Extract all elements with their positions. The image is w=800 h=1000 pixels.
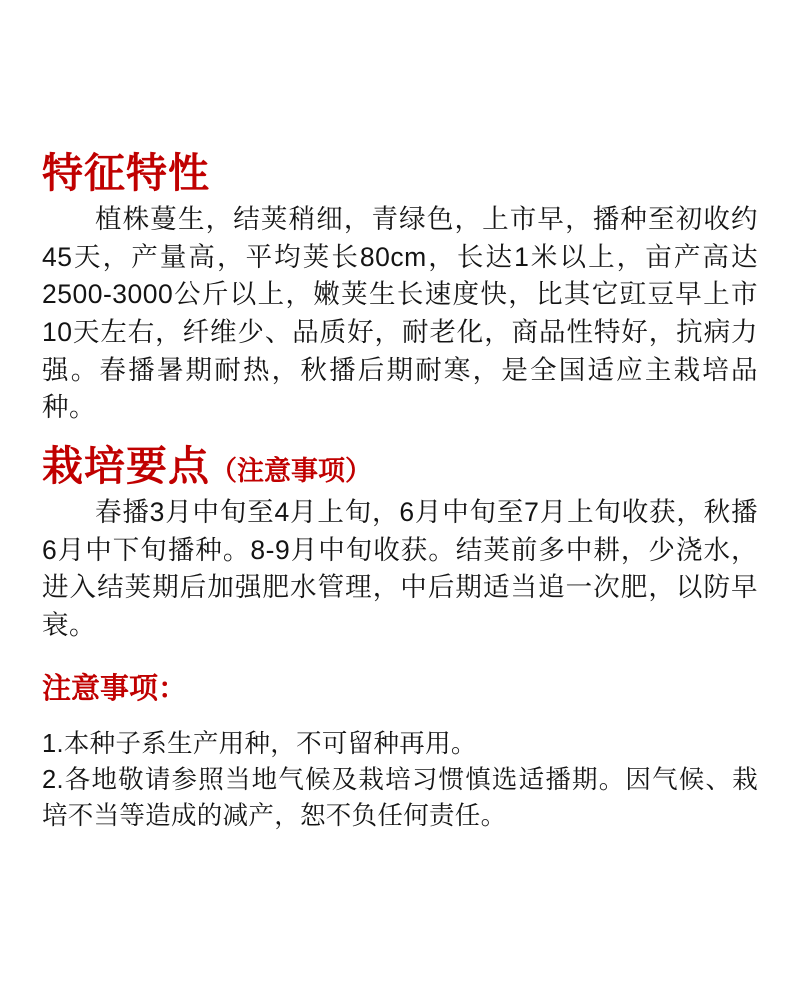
section-notice: [42, 671, 758, 835]
notice-heading: 注意事项：: [42, 670, 188, 705]
section-cultivation: [42, 443, 758, 645]
features-heading-text: 特征特性: [42, 149, 210, 197]
cultivation-heading-sub: （注意事项）: [210, 455, 372, 487]
spacer-notice-items: [42, 715, 758, 727]
cultivation-heading-text: 栽培要点: [42, 441, 210, 490]
cultivation-paragraph: 春播3月中旬至4月上旬，6月中旬至7月上旬收获，秋播6月中下旬播种。8-9月中旬收获。结荚前多中耕，少浇水，进入结荚期后加强肥水管理，中后期适当追一次肥，以防早衰。: [42, 497, 758, 640]
features-heading: [42, 150, 758, 197]
cultivation-heading: [42, 443, 758, 490]
spacer-cultivation-notice: [42, 645, 758, 671]
section-features: [42, 150, 758, 427]
features-paragraph: 植株蔓生，结荚稍细，青绿色，上市早，播种至初收约45天，产量高，平均荚长80cm，长达1米以上，亩产高达2500-3000公斤以上，嫩荚生长速度快，比其它豇豆早上市10天左右，纤维少、品质好，耐老化，商品性特好，抗病力强。春播暑期耐热，秋播后期耐寒，是全国适应主栽培品种。: [42, 204, 758, 423]
spacer-features-cultivation: [42, 427, 758, 443]
notice-item-1: 1.本种子系生产用种，不可留种再用。: [42, 730, 477, 759]
notice-item-2: 2.各地敬请参照当地气候及栽培习惯慎选适播期。因气候、栽培不当等造成的减产，恕不负任何责任。: [42, 766, 758, 830]
